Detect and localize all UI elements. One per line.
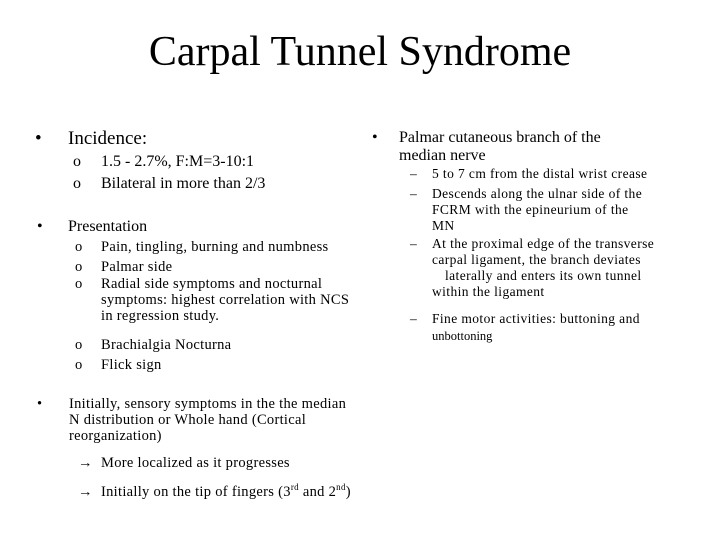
right-item-4-cont: unbottoning [432, 329, 493, 343]
presentation-item-3-cont: symptoms: highest correlation with NCS [101, 292, 350, 308]
arrow-icon: → [78, 455, 93, 471]
presentation-item-5: Flick sign [101, 357, 162, 373]
bullet-dot: • [35, 128, 42, 149]
arrow-item-2: Initially on the tip of fingers (3rd and 2nd) [101, 482, 351, 500]
bullet-dot: • [37, 396, 43, 412]
right-item-2-cont: FCRM with the epineurium of the [432, 202, 629, 217]
right-item-4: Fine motor activities: buttoning and [432, 311, 640, 326]
right-item-2-cont2: MN [432, 218, 455, 233]
bullet-circle: o [75, 357, 83, 373]
bullet-circle: o [73, 153, 81, 170]
bullet-circle: o [75, 337, 83, 353]
right-item-3: At the proximal edge of the transverse [432, 236, 655, 251]
right-item-3-cont3: within the ligament [432, 284, 545, 299]
right-heading-line-2: median nerve [399, 147, 486, 164]
right-heading-line-1: Palmar cutaneous branch of the [399, 129, 601, 146]
bullet-dash: – [410, 166, 418, 181]
bullet-circle: o [75, 239, 83, 255]
arrow-icon: → [78, 484, 93, 500]
arrow-item-1: More localized as it progresses [101, 455, 290, 471]
incidence-label: Incidence: [68, 128, 148, 149]
right-item-3-cont2: laterally and enters its own tunnel [445, 268, 642, 283]
presentation-label: Presentation [68, 218, 148, 235]
bullet-dash: – [410, 236, 418, 251]
bullet-dot: • [372, 129, 378, 146]
presentation-item-2: Palmar side [101, 259, 173, 275]
slide-title: Carpal Tunnel Syndrome [148, 29, 572, 75]
right-item-3-cont: carpal ligament, the branch deviates [432, 252, 641, 267]
initially-line-2: N distribution or Whole hand (Cortical [69, 412, 307, 428]
bullet-dash: – [410, 186, 418, 201]
initially-line-3: reorganization) [69, 428, 162, 444]
presentation-item-3: Radial side symptoms and nocturnal [101, 276, 323, 292]
bullet-dash: – [410, 311, 418, 326]
bullet-dot: • [37, 218, 43, 235]
bullet-circle: o [75, 259, 83, 275]
right-item-1: 5 to 7 cm from the distal wrist crease [432, 166, 648, 181]
bullet-circle: o [75, 276, 83, 292]
presentation-item-3-cont2: in regression study. [101, 308, 220, 324]
incidence-item-2: Bilateral in more than 2/3 [101, 175, 266, 192]
incidence-item-1: 1.5 - 2.7%, F:M=3-10:1 [101, 153, 255, 170]
presentation-item-1: Pain, tingling, burning and numbness [101, 239, 329, 255]
initially-line-1: Initially, sensory symptoms in the the median [69, 396, 347, 412]
right-item-2: Descends along the ulnar side of the [432, 186, 643, 201]
bullet-circle: o [73, 175, 81, 192]
presentation-item-4: Brachialgia Nocturna [101, 337, 232, 353]
